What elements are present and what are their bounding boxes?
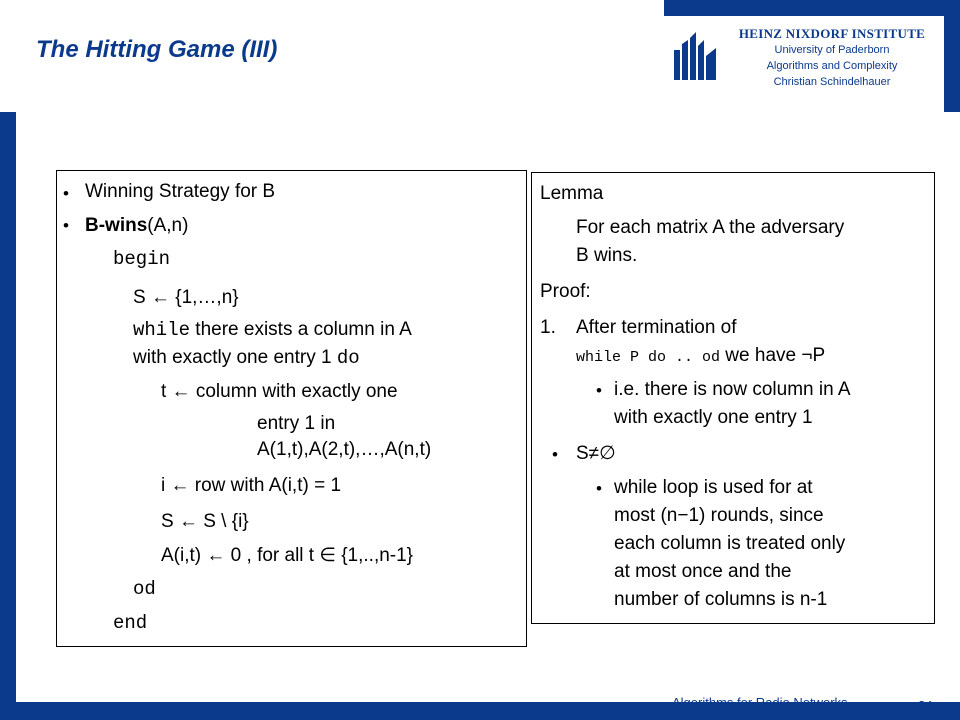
footer-course: Algorithms for Radio Networks xyxy=(672,695,848,710)
while-condition-2: with exactly one entry 1 xyxy=(133,347,337,368)
left-frame-bar xyxy=(0,112,16,720)
author-name: Christian Schindelhauer xyxy=(773,76,891,88)
t-assign-line-3: A(1,t),A(2,t),…,A(n,t) xyxy=(257,439,432,460)
bullet-dot: • xyxy=(552,445,558,464)
while-line xyxy=(133,317,412,343)
sub2-line-2: most (n−1) rounds, since xyxy=(614,505,824,526)
bwins-args: (A,n) xyxy=(147,215,189,236)
slide-title: The Hitting Game (III) xyxy=(36,36,278,63)
keyword-end: end xyxy=(113,612,148,634)
heinz-nixdorf-logo-icon xyxy=(672,30,718,82)
bullet-strategy: Winning Strategy for B xyxy=(85,181,276,202)
institute-name: HEINZ NIXDORF INSTITUTE xyxy=(738,26,926,41)
bwins-name: B-wins xyxy=(85,215,148,236)
sub1-line-1: i.e. there is now column in A xyxy=(614,379,851,400)
while-condition: there exists a column in A xyxy=(190,319,412,340)
lemma-text-1: For each matrix A the adversary xyxy=(576,217,845,238)
bullet-bwins xyxy=(85,213,188,238)
bullet-dot: • xyxy=(63,184,69,203)
proof-heading: Proof: xyxy=(540,281,591,302)
item-text-2 xyxy=(576,343,825,370)
university-name: University of Paderborn xyxy=(774,44,890,56)
sub2-line-5: number of columns is n-1 xyxy=(614,589,828,610)
group-name: Algorithms and Complexity xyxy=(766,60,898,72)
lemma-box xyxy=(531,172,935,624)
sub2-line-3: each column is treated only xyxy=(614,533,846,554)
bullet-dot: • xyxy=(596,479,602,498)
code-while-loop: while P do .. od xyxy=(576,349,721,366)
t-assign-line-2: entry 1 in xyxy=(257,413,336,434)
lemma-text-2: B wins. xyxy=(576,245,638,266)
sub2-line-4: at most once and the xyxy=(614,561,792,582)
bullet-dot: • xyxy=(596,381,602,400)
bullet-dot: • xyxy=(63,216,69,235)
sub2-line-1: while loop is used for at xyxy=(614,477,813,498)
keyword-do: do xyxy=(336,347,360,369)
line-init-s: S ← {1,…,n} xyxy=(133,287,239,308)
keyword-begin: begin xyxy=(113,248,171,270)
s-not-empty: S≠∅ xyxy=(576,443,616,464)
lemma-heading: Lemma xyxy=(540,183,604,204)
while-line-2 xyxy=(133,345,360,371)
keyword-od: od xyxy=(133,578,156,600)
item-conclusion: we have ¬P xyxy=(720,345,826,366)
i-assign-line: i ← row with A(i,t) = 1 xyxy=(161,475,342,496)
sub1-line-2: with exactly one entry 1 xyxy=(614,407,813,428)
keyword-while: while xyxy=(133,319,191,341)
t-assign-line: t ← column with exactly one xyxy=(161,381,398,402)
institute-info xyxy=(720,26,944,90)
item-text-1: After termination of xyxy=(576,317,737,338)
item-number: 1. xyxy=(540,317,556,338)
a-update-line: A(i,t) ← 0 , for all t ∈ {1,..,n-1} xyxy=(161,545,414,566)
s-update-line: S ← S \ {i} xyxy=(161,511,249,532)
algorithm-box xyxy=(56,170,527,647)
page-number: 24 xyxy=(918,698,933,713)
